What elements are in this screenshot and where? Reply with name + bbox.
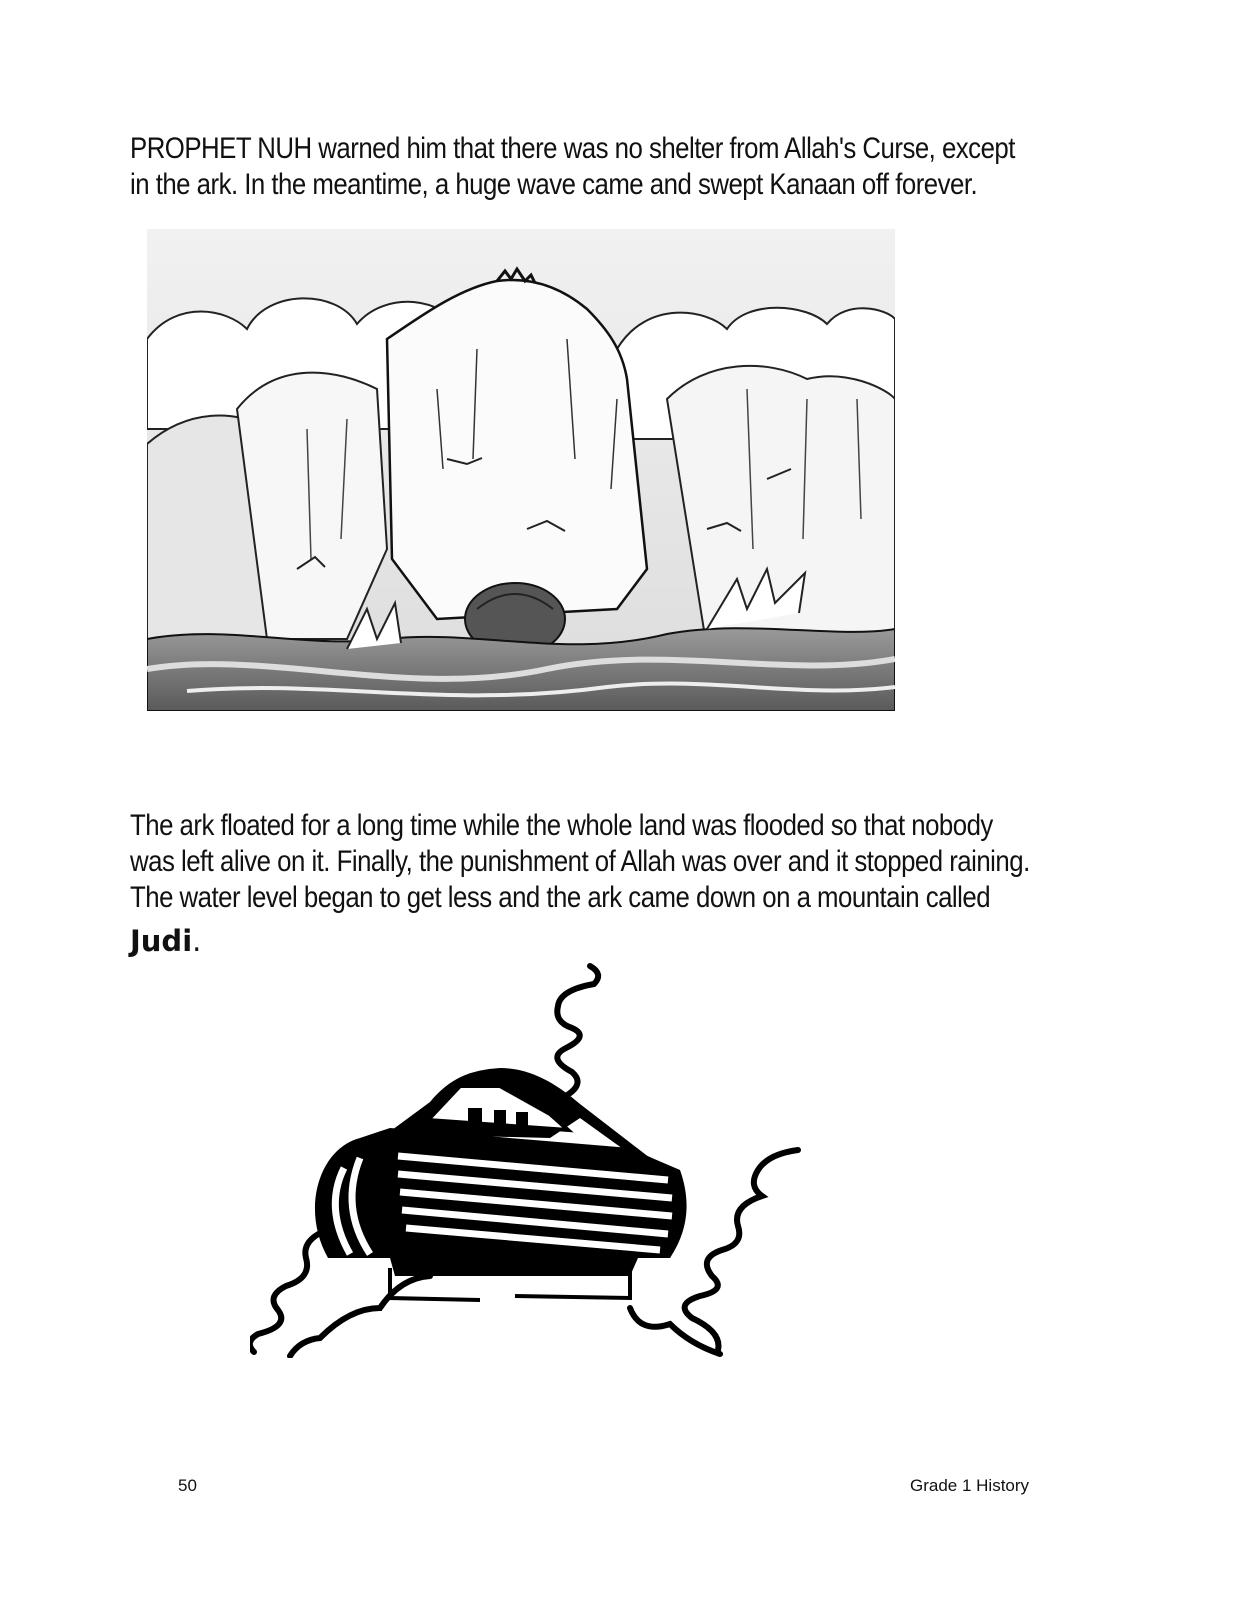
mountain-name-text: Judi [130, 924, 193, 958]
paragraph-line: in the ark. In the meantime, a huge wave came and swept Kanaan off forever. [130, 168, 978, 201]
ark-illustration [250, 958, 810, 1358]
paragraph-warning [130, 131, 1015, 203]
flood-wave-illustration [147, 229, 895, 711]
page-number: 50 [178, 1476, 197, 1495]
period: . [192, 924, 202, 958]
paragraph-line: The water level began to get less and the ark came down on a mountain called [130, 881, 991, 914]
paragraph-line: was left alive on it. Finally, the punishment of Allah was over and it stopped raining. [130, 845, 1030, 878]
footer-book-title: Grade 1 History [910, 1476, 1030, 1495]
paragraph-line: The ark floated for a long time while the whole land was flooded so that nobody [130, 809, 993, 842]
paragraph-line: PROPHET NUH warned him that there was no shelter from Allah's Curse, except [130, 132, 1015, 165]
paragraph-flood [130, 808, 1030, 916]
mountain-name [130, 924, 201, 958]
